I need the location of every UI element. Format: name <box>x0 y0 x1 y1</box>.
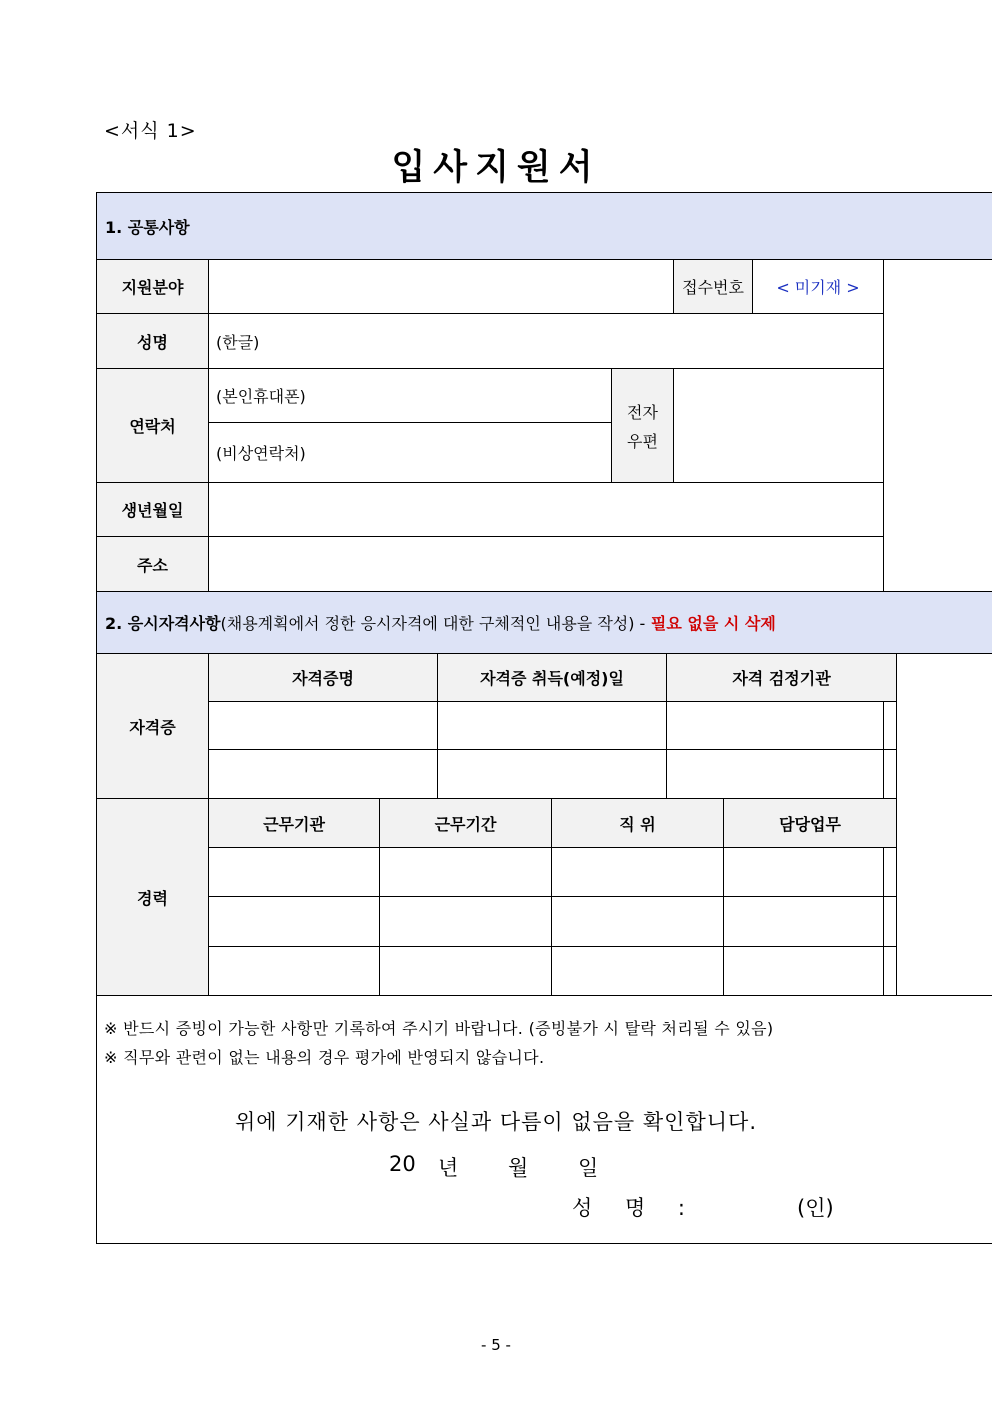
career-cell[interactable] <box>724 848 897 897</box>
cert-cell[interactable] <box>438 750 667 799</box>
receipt-number-label: 접수번호 <box>674 260 753 314</box>
career-cell[interactable] <box>380 848 552 897</box>
seal-mark: (인) <box>797 1196 834 1220</box>
note-evidence: ※ 반드시 증빙이 가능한 사항만 기록하여 주시기 바랍니다. (증빙불가 시 탈락 처리될 수 있음) <box>104 1019 774 1038</box>
signature-label: 성 명 : <box>572 1196 685 1220</box>
cert-col-name: 자격증명 <box>209 654 438 702</box>
section2-heading <box>97 592 992 654</box>
date-day-unit: 일 <box>578 1156 599 1180</box>
career-cell[interactable] <box>552 848 724 897</box>
contact-label: 연락처 <box>97 369 209 483</box>
delete-note: 필요 없을 시 삭제 <box>650 614 776 633</box>
name-input[interactable]: (한글) <box>209 314 884 369</box>
confirmation-text: 위에 기재한 사항은 사실과 다름이 없음을 확인합니다. <box>234 1110 758 1134</box>
career-table <box>208 798 897 996</box>
cert-cell[interactable] <box>209 750 438 799</box>
cert-cell[interactable] <box>438 702 667 750</box>
career-cell[interactable] <box>209 897 380 947</box>
receipt-number-value: < 미기재 > <box>753 260 884 314</box>
address-input[interactable] <box>209 537 884 592</box>
section2-subtitle: (채용계획에서 정한 응시자격에 대한 구체적인 내용을 작성) - <box>220 614 646 633</box>
notes <box>104 1014 773 1072</box>
field-label: 지원분야 <box>97 260 209 314</box>
career-label: 경력 <box>97 799 209 996</box>
career-cell[interactable] <box>552 897 724 947</box>
date-month-unit: 월 <box>508 1156 529 1180</box>
field-input[interactable] <box>209 260 674 314</box>
career-cell[interactable] <box>209 848 380 897</box>
phone-input[interactable]: (본인휴대폰) <box>209 369 612 423</box>
page-number: - 5 - <box>481 1336 511 1354</box>
section1-heading: 1. 공통사항 <box>97 193 992 260</box>
email-input[interactable] <box>674 369 884 483</box>
career-col-org: 근무기관 <box>209 799 380 848</box>
name-label: 성명 <box>97 314 209 369</box>
email-label-line1: 전자 <box>627 402 658 422</box>
career-cell[interactable] <box>724 897 897 947</box>
career-cell[interactable] <box>380 897 552 947</box>
career-cell[interactable] <box>552 947 724 996</box>
emergency-contact-input[interactable]: (비상연락처) <box>209 423 612 483</box>
cert-cell[interactable] <box>667 702 897 750</box>
cert-col-date: 자격증 취득(예정)일 <box>438 654 667 702</box>
career-cell[interactable] <box>724 947 897 996</box>
cert-cell[interactable] <box>667 750 897 799</box>
date-year-unit: 년 <box>438 1156 459 1180</box>
career-col-duty: 담당업무 <box>724 799 897 848</box>
section2-title: 2. 응시자격사항 <box>105 614 221 633</box>
certificate-label: 자격증 <box>97 654 209 799</box>
birthdate-input[interactable] <box>209 483 884 537</box>
cert-col-agency: 자격 검정기관 <box>667 654 897 702</box>
cert-cell[interactable] <box>209 702 438 750</box>
career-col-position: 직 위 <box>552 799 724 848</box>
certificate-table <box>208 653 897 799</box>
email-label-line2: 우편 <box>627 431 658 451</box>
form-number-label: <서식 1> <box>104 120 197 142</box>
birthdate-label: 생년월일 <box>97 483 209 537</box>
date-year: 20 <box>389 1152 416 1176</box>
email-label <box>612 369 674 483</box>
note-relevance: ※ 직무와 관련이 없는 내용의 경우 평가에 반영되지 않습니다. <box>104 1048 545 1067</box>
address-label: 주소 <box>97 537 209 592</box>
page-title: 입사지원서 <box>391 148 601 188</box>
career-cell[interactable] <box>380 947 552 996</box>
career-col-period: 근무기간 <box>380 799 552 848</box>
career-cell[interactable] <box>209 947 380 996</box>
